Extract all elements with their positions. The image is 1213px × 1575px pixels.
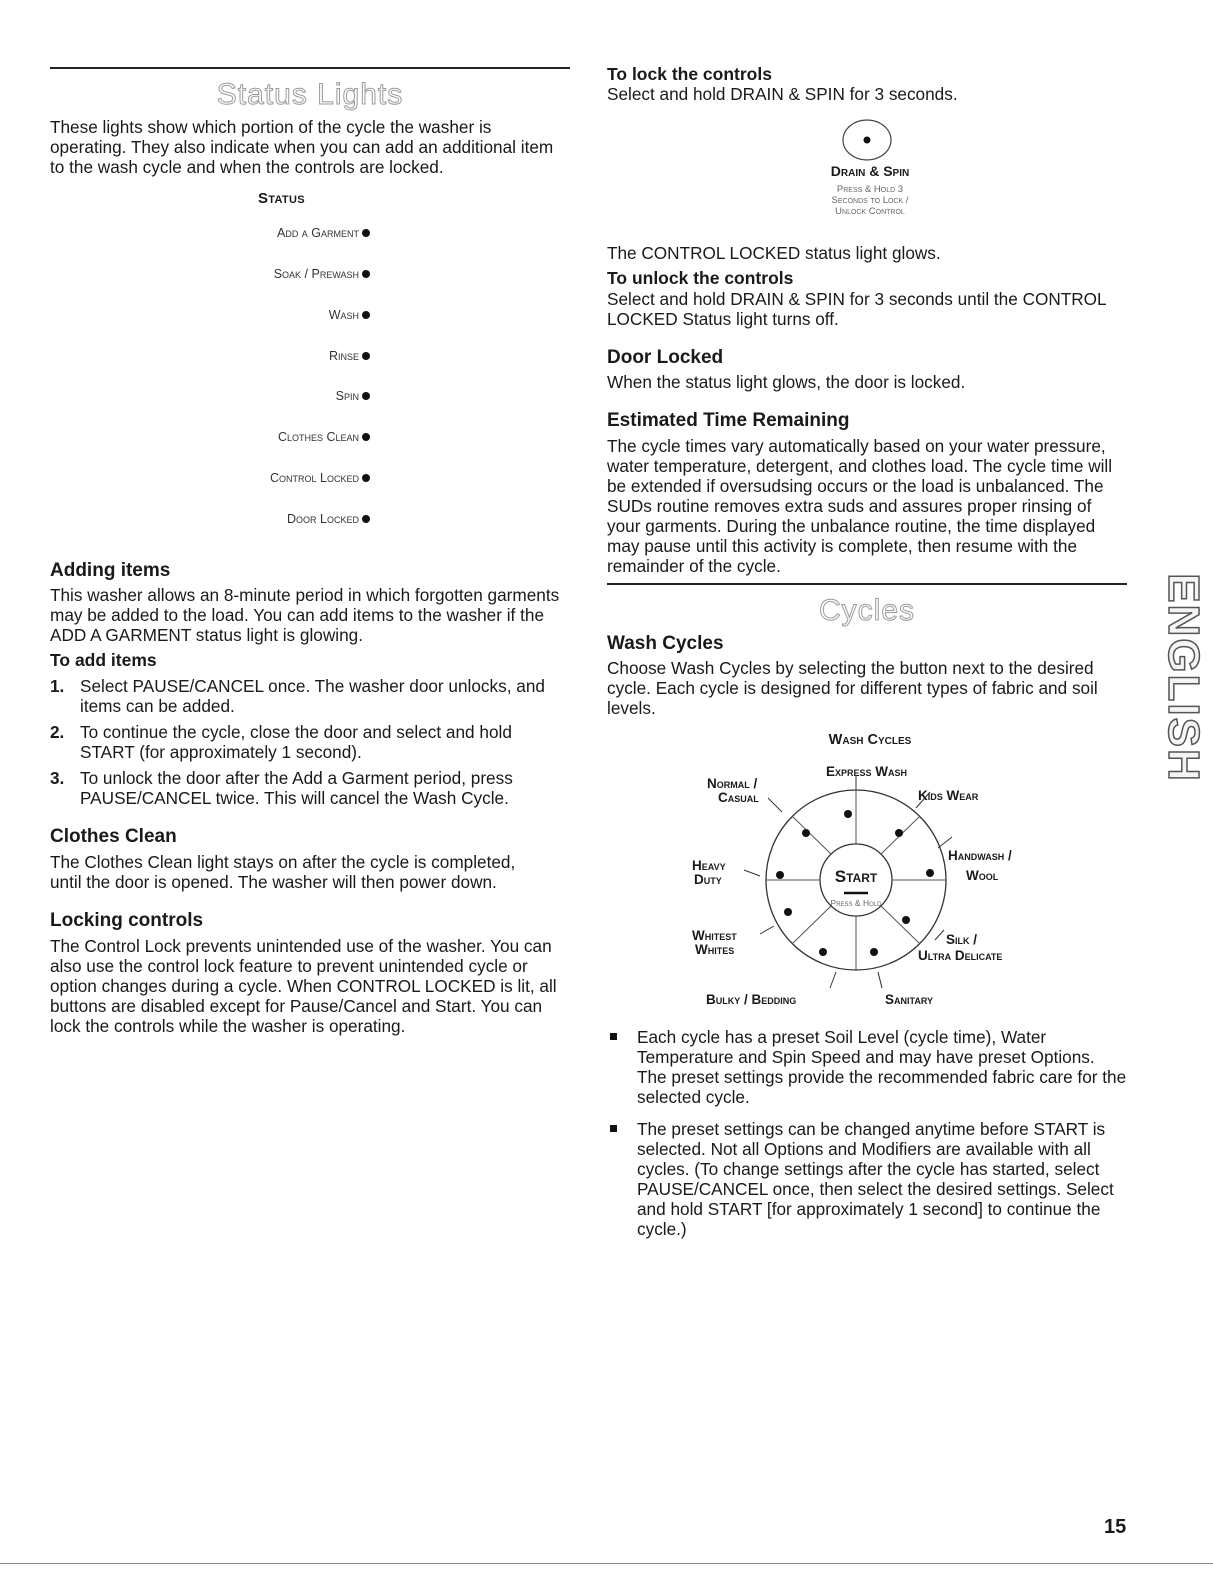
cycle-label-normal-1: Normal / (707, 776, 758, 791)
control-locked-glows: The CONTROL LOCKED status light glows. (607, 243, 941, 263)
list-item: 3. To unlock the door after the Add a Garment period, press PAUSE/CANCEL twice. This will cancel the Wash Cycle. (50, 768, 513, 808)
status-light-door-locked: Door Locked (287, 512, 370, 526)
to-add-items-heading: To add items (50, 650, 157, 670)
status-light-dot (362, 392, 370, 400)
unlock-controls-heading: To unlock the controls (607, 268, 794, 288)
status-light-dot (362, 433, 370, 441)
drain-spin-label: Drain & Spin (830, 163, 910, 179)
cycles-rule (607, 583, 1127, 585)
drain-spin-caption-3: Unlock Control (835, 206, 905, 217)
unlock-controls-body: Select and hold DRAIN & SPIN for 3 seconds until the CONTROL LOCKED Status light turns off. (607, 289, 1106, 329)
cycle-label-kids-wear: Kids Wear (918, 788, 979, 803)
cycle-label-handwash-2: Wool (966, 868, 999, 883)
estimated-time-body: The cycle times vary automatically based on your water pressure, water temperature, detergent, and clothes load. The cycle time will be extended if oversudsing occurs or the load is unbalanced. The SUDs routine removes extra suds and assures proper rinsing of your garments. During the unbalance routine, the time displayed may pause until this activity is complete, then resume with the remainder of the cycle. (607, 436, 1113, 576)
cycle-label-handwash-1: Handwash / (948, 848, 1012, 863)
cycle-label-sanitary: Sanitary (885, 992, 934, 1007)
drain-spin-caption-2: Seconds to Lock / (831, 195, 909, 206)
page-number: 15 (1104, 1516, 1127, 1538)
wash-cycles-dial (680, 730, 1060, 1020)
door-locked-heading: Door Locked (607, 347, 724, 368)
status-light-add-garment: Add a Garment (277, 226, 370, 240)
lock-controls-heading: To lock the controls (607, 64, 772, 84)
bullet-square-icon (610, 1125, 617, 1132)
clothes-clean-body: The Clothes Clean light stays on after the cycle is completed, until the door is opened. The washer will then power down. (50, 852, 516, 892)
locking-controls-body: The Control Lock prevents unintended use of the washer. You can also use the control lock feature to prevent unintended cycle or option changes during a cycle. When CONTROL LOCKED is lit, all buttons are disabled except for Pause/Cancel and Start. You can lock the controls while the washer is operating. (50, 936, 557, 1036)
status-light-soak-prewash: Soak / Prewash (274, 267, 370, 281)
list-item: 2. To continue the cycle, close the door and select and hold START (for approximately 1 second). (50, 722, 512, 762)
cycles-title: Cycles (818, 594, 915, 627)
status-lights-panel (200, 222, 370, 532)
dial-heading: Wash Cycles (828, 732, 912, 748)
status-light-dot (362, 352, 370, 360)
cycle-label-silk-1: Silk / (946, 932, 978, 947)
status-light-dot (362, 229, 370, 237)
english-side-tab: ENGLISH (1159, 573, 1209, 783)
cycle-label-whitest-2: Whites (695, 942, 735, 957)
list-item: The preset settings can be changed anytime before START is selected. Not all Options and Modifiers are available with all cycles. (To change settings after the cycle has started, select PAUSE/CANCEL once, then select the desired settings. Select and hold START [for approximately 1 second] to continue the cycle.) (607, 1119, 1127, 1239)
wash-cycles-body: Choose Wash Cycles by selecting the button next to the desired cycle. Each cycle is designed for different types of fabric and soil levels. (607, 658, 1098, 718)
door-locked-body: When the status light glows, the door is locked. (607, 372, 966, 392)
adding-items-heading: Adding items (50, 560, 171, 581)
status-light-rinse: Rinse (329, 349, 370, 363)
status-light-control-locked: Control Locked (270, 471, 370, 485)
bottom-rule (0, 1563, 1213, 1564)
estimated-time-heading: Estimated Time Remaining (607, 410, 850, 431)
start-caption: Press & Hold (830, 898, 882, 908)
drain-spin-caption-1: Press & Hold 3 (836, 184, 904, 195)
cycle-label-bulky-bedding: Bulky / Bedding (706, 992, 797, 1007)
start-label: Start (834, 867, 878, 886)
lock-controls-body: Select and hold DRAIN & SPIN for 3 seconds. (607, 84, 958, 104)
list-item: Each cycle has a preset Soil Level (cycle time), Water Temperature and Spin Speed and may have preset Options. The preset settings provide the recommended fabric care for the selected cycle. (607, 1027, 1127, 1107)
cycle-label-heavy-1: Heavy (692, 858, 726, 873)
locking-controls-heading: Locking controls (50, 910, 204, 931)
status-light-dot (362, 270, 370, 278)
status-panel-heading: Status (258, 190, 305, 207)
cycle-label-heavy-2: Duty (694, 872, 722, 887)
status-light-dot (362, 474, 370, 482)
wash-cycles-heading: Wash Cycles (607, 633, 724, 654)
status-light-spin: Spin (336, 389, 370, 403)
drain-spin-button-figure (800, 112, 940, 232)
cycle-label-whitest-1: Whitest (692, 928, 737, 943)
status-lights-intro: These lights show which portion of the cycle the washer is operating. They also indicate when you can add an additional item to the wash cycle and when the controls are locked. (50, 117, 554, 177)
status-lights-title: Status Lights (216, 78, 404, 111)
cycle-label-silk-2: Ultra Delicate (918, 948, 1003, 963)
bullet-square-icon (610, 1033, 617, 1040)
list-item: 1. Select PAUSE/CANCEL once. The washer door unlocks, and items can be added. (50, 676, 545, 716)
status-light-clothes-clean: Clothes Clean (278, 430, 370, 444)
top-rule-left (50, 67, 570, 69)
status-light-wash: Wash (329, 308, 370, 322)
status-light-dot (362, 311, 370, 319)
adding-items-body: This washer allows an 8-minute period in which forgotten garments may be added to the load. You can add items to the washer if the ADD A GARMENT status light is glowing. (50, 585, 560, 645)
clothes-clean-heading: Clothes Clean (50, 826, 177, 847)
add-items-steps (50, 676, 570, 814)
cycle-notes-list (607, 1027, 1127, 1251)
cycle-label-express-wash: Express Wash (826, 764, 908, 779)
status-light-dot (362, 515, 370, 523)
cycle-label-normal-2: Casual (718, 790, 759, 805)
